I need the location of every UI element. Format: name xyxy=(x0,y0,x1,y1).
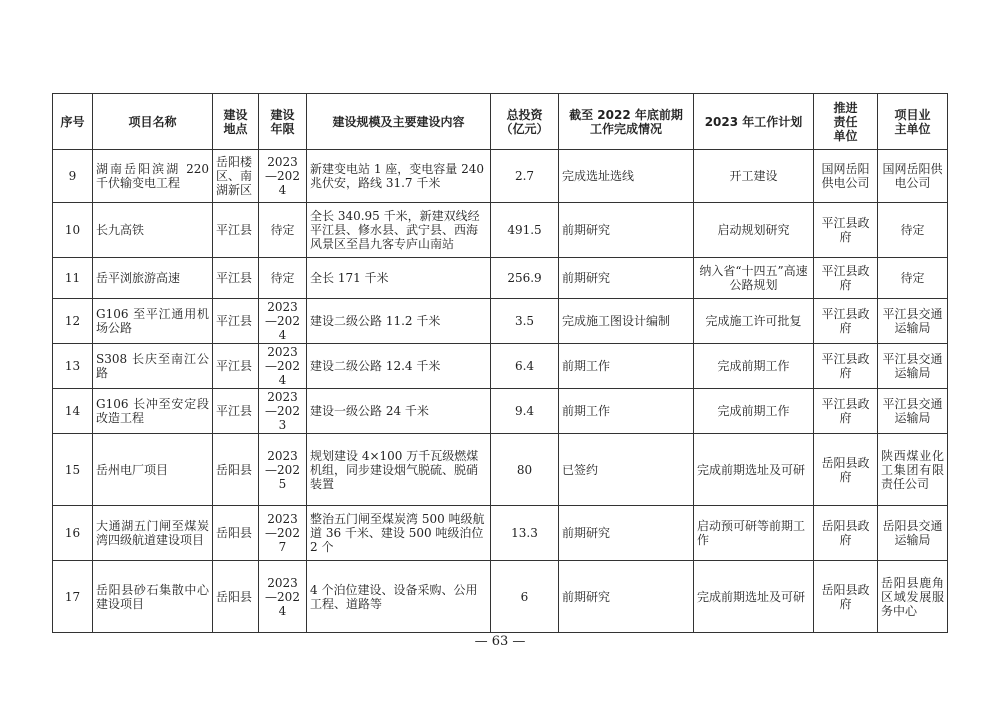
cell-owner: 陕西煤业化工集团有限责任公司 xyxy=(878,434,948,506)
cell-period: 待定 xyxy=(259,258,307,299)
header-owner: 项目业 主单位 xyxy=(878,94,948,150)
cell-no: 11 xyxy=(53,258,93,299)
cell-owner: 平江县交通运输局 xyxy=(878,299,948,344)
cell-scale: 规划建设 4×100 万千瓦级燃煤机组，同步建设烟气脱硫、脱硝装置 xyxy=(307,434,491,506)
cell-location: 平江县 xyxy=(213,258,259,299)
cell-location: 岳阳县 xyxy=(213,434,259,506)
cell-plan: 完成前期工作 xyxy=(694,344,814,389)
cell-scale: 建设二级公路 11.2 千米 xyxy=(307,299,491,344)
cell-name: 岳阳县砂石集散中心建设项目 xyxy=(93,561,213,633)
cell-plan: 完成施工许可批复 xyxy=(694,299,814,344)
cell-promoter: 平江县政府 xyxy=(814,299,878,344)
cell-location: 岳阳楼区、南湖新区 xyxy=(213,150,259,203)
table-row xyxy=(53,258,948,299)
cell-investment: 6.4 xyxy=(491,344,559,389)
project-table xyxy=(52,93,948,633)
cell-no: 9 xyxy=(53,150,93,203)
cell-period: 2023—2025 xyxy=(259,434,307,506)
cell-no: 15 xyxy=(53,434,93,506)
cell-name: G106 长冲至安定段改造工程 xyxy=(93,389,213,434)
cell-period: 2023—2027 xyxy=(259,506,307,561)
cell-name: 大通湖五门闸至煤炭湾四级航道建设项目 xyxy=(93,506,213,561)
cell-scale: 全长 171 千米 xyxy=(307,258,491,299)
header-investment: 总投资 （亿元） xyxy=(491,94,559,150)
cell-name: G106 至平江通用机场公路 xyxy=(93,299,213,344)
cell-location: 岳阳县 xyxy=(213,561,259,633)
cell-progress: 完成施工图设计编制 xyxy=(559,299,694,344)
cell-investment: 256.9 xyxy=(491,258,559,299)
header-row xyxy=(53,94,948,150)
cell-plan: 开工建设 xyxy=(694,150,814,203)
cell-name: 岳平浏旅游高速 xyxy=(93,258,213,299)
header-promoter: 推进 责任 单位 xyxy=(814,94,878,150)
cell-period: 待定 xyxy=(259,203,307,258)
cell-scale: 建设一级公路 24 千米 xyxy=(307,389,491,434)
cell-name: 湖南岳阳滨湖 220 千伏输变电工程 xyxy=(93,150,213,203)
table-row xyxy=(53,506,948,561)
cell-name: S308 长庆至南江公路 xyxy=(93,344,213,389)
cell-period: 2023—2024 xyxy=(259,344,307,389)
cell-name: 长九高铁 xyxy=(93,203,213,258)
cell-location: 平江县 xyxy=(213,203,259,258)
cell-no: 12 xyxy=(53,299,93,344)
cell-plan: 完成前期选址及可研 xyxy=(694,561,814,633)
header-progress: 截至 2022 年底前期 工作完成情况 xyxy=(559,94,694,150)
cell-period: 2023—2024 xyxy=(259,150,307,203)
cell-investment: 9.4 xyxy=(491,389,559,434)
cell-plan: 完成前期工作 xyxy=(694,389,814,434)
cell-investment: 6 xyxy=(491,561,559,633)
cell-name: 岳州电厂项目 xyxy=(93,434,213,506)
cell-no: 17 xyxy=(53,561,93,633)
cell-investment: 13.3 xyxy=(491,506,559,561)
cell-owner: 待定 xyxy=(878,203,948,258)
cell-progress: 完成选址选线 xyxy=(559,150,694,203)
cell-progress: 前期工作 xyxy=(559,344,694,389)
cell-promoter: 国网岳阳供电公司 xyxy=(814,150,878,203)
cell-no: 14 xyxy=(53,389,93,434)
cell-progress: 已签约 xyxy=(559,434,694,506)
table-row xyxy=(53,561,948,633)
cell-owner: 岳阳县交通运输局 xyxy=(878,506,948,561)
cell-promoter: 平江县政府 xyxy=(814,203,878,258)
header-period: 建设 年限 xyxy=(259,94,307,150)
cell-plan: 纳入省“十四五”高速公路规划 xyxy=(694,258,814,299)
cell-plan: 启动预可研等前期工作 xyxy=(694,506,814,561)
cell-owner: 岳阳县鹿角区域发展服务中心 xyxy=(878,561,948,633)
cell-progress: 前期工作 xyxy=(559,389,694,434)
cell-period: 2023—2023 xyxy=(259,389,307,434)
cell-scale: 新建变电站 1 座，变电容量 240 兆伏安，路线 31.7 千米 xyxy=(307,150,491,203)
table-row xyxy=(53,344,948,389)
cell-progress: 前期研究 xyxy=(559,561,694,633)
table-row xyxy=(53,150,948,203)
cell-promoter: 岳阳县政府 xyxy=(814,506,878,561)
page-number: — 63 — xyxy=(474,634,526,649)
cell-no: 10 xyxy=(53,203,93,258)
header-scale: 建设规模及主要建设内容 xyxy=(307,94,491,150)
cell-scale: 整治五门闸至煤炭湾 500 吨级航道 36 千米、建设 500 吨级泊位 2 个 xyxy=(307,506,491,561)
cell-progress: 前期研究 xyxy=(559,203,694,258)
cell-scale: 建设二级公路 12.4 千米 xyxy=(307,344,491,389)
cell-no: 13 xyxy=(53,344,93,389)
cell-period: 2023—2024 xyxy=(259,561,307,633)
cell-promoter: 平江县政府 xyxy=(814,258,878,299)
header-location: 建设 地点 xyxy=(213,94,259,150)
cell-investment: 80 xyxy=(491,434,559,506)
cell-location: 平江县 xyxy=(213,389,259,434)
cell-promoter: 平江县政府 xyxy=(814,344,878,389)
cell-investment: 2.7 xyxy=(491,150,559,203)
cell-plan: 启动规划研究 xyxy=(694,203,814,258)
cell-owner: 待定 xyxy=(878,258,948,299)
cell-owner: 平江县交通运输局 xyxy=(878,344,948,389)
table-row xyxy=(53,434,948,506)
header-name: 项目名称 xyxy=(93,94,213,150)
cell-scale: 4 个泊位建设、设备采购、公用工程、道路等 xyxy=(307,561,491,633)
cell-promoter: 岳阳县政府 xyxy=(814,561,878,633)
header-no: 序号 xyxy=(53,94,93,150)
cell-progress: 前期研究 xyxy=(559,506,694,561)
cell-plan: 完成前期选址及可研 xyxy=(694,434,814,506)
cell-location: 平江县 xyxy=(213,344,259,389)
cell-investment: 491.5 xyxy=(491,203,559,258)
cell-scale: 全长 340.95 千米，新建双线经平江县、修水县、武宁县、西海风景区至昌九客专庐山南站 xyxy=(307,203,491,258)
cell-period: 2023—2024 xyxy=(259,299,307,344)
cell-progress: 前期研究 xyxy=(559,258,694,299)
table-row xyxy=(53,203,948,258)
cell-no: 16 xyxy=(53,506,93,561)
header-plan: 2023 年工作计划 xyxy=(694,94,814,150)
cell-promoter: 岳阳县政府 xyxy=(814,434,878,506)
table-row xyxy=(53,389,948,434)
cell-location: 岳阳县 xyxy=(213,506,259,561)
cell-owner: 平江县交通运输局 xyxy=(878,389,948,434)
cell-location: 平江县 xyxy=(213,299,259,344)
cell-investment: 3.5 xyxy=(491,299,559,344)
cell-promoter: 平江县政府 xyxy=(814,389,878,434)
table-row xyxy=(53,299,948,344)
cell-owner: 国网岳阳供电公司 xyxy=(878,150,948,203)
